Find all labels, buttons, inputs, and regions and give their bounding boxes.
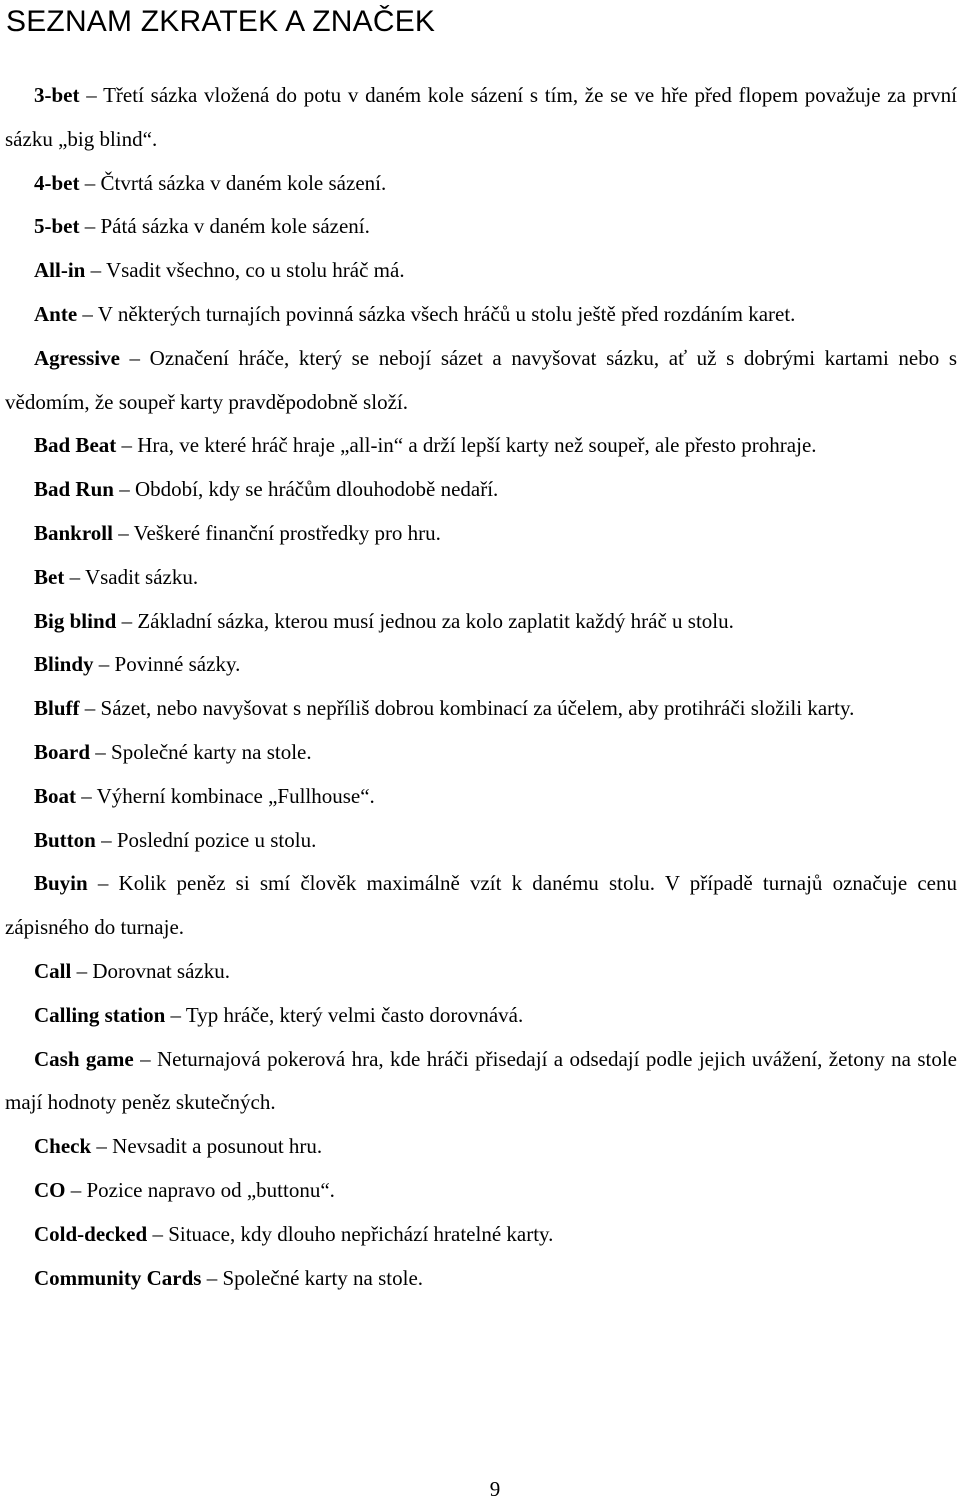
entry-term: Ante: [34, 301, 78, 326]
entry-term: Agressive: [34, 345, 120, 370]
page-title: SEZNAM ZKRATEK A ZNAČEK: [6, 5, 436, 38]
glossary-entry: [5, 556, 957, 600]
entry-dash: –: [84, 214, 96, 239]
glossary-entry: [5, 74, 957, 162]
entry-term: Big blind: [34, 608, 117, 633]
glossary-entry: [5, 643, 957, 687]
entry-term: Blindy: [34, 652, 94, 677]
entry-definition: Sázet, nebo navyšovat s nepříliš dobrou kombinací za účelem, aby protihráči složili karty.: [100, 696, 855, 721]
glossary-entry: [5, 600, 957, 644]
entry-term: Button: [34, 827, 96, 852]
entry-definition: Třetí sázka vložená do potu v daném kole sázení s tím, že se ve hře před flopem považuje za první sázku „big blind“.: [5, 83, 958, 151]
entry-definition: Veškeré finanční prostředky pro hru.: [133, 520, 441, 545]
entry-term: All-in: [34, 258, 86, 283]
entry-dash: –: [140, 1046, 151, 1071]
entry-dash: –: [96, 1134, 107, 1159]
glossary-entry: [5, 819, 957, 863]
entry-dash: –: [129, 345, 141, 370]
glossary-entry: [5, 293, 957, 337]
entry-definition: Nevsadit a posunout hru.: [112, 1134, 323, 1159]
entry-term: Bankroll: [34, 520, 113, 545]
entry-definition: Vsadit všechno, co u stolu hráč má.: [105, 258, 405, 283]
entry-definition: Čtvrtá sázka v daném kole sázení.: [100, 170, 387, 195]
entry-term: 4-bet: [34, 170, 80, 195]
entry-term: Bet: [34, 564, 65, 589]
entry-definition: Situace, kdy dlouho nepřichází hratelné karty.: [168, 1221, 554, 1246]
entry-dash: –: [97, 871, 109, 896]
glossary-entry: [5, 512, 957, 556]
entry-definition: Společné karty na stole.: [222, 1265, 424, 1290]
entry-dash: –: [84, 696, 96, 721]
entry-definition: Povinné sázky.: [114, 652, 241, 677]
entry-definition: Dorovnat sázku.: [92, 958, 230, 983]
entry-definition: Hra, ve které hráč hraje „all-in“ a drží lepší karty než soupeř, ale přesto prohraje.: [137, 433, 817, 458]
glossary-entry: [5, 950, 957, 994]
glossary-entry: [5, 1125, 957, 1169]
entry-definition: Označení hráče, který se nebojí sázet a navyšovat sázku, ať už s dobrými kartami nebo s vědomím, že soupeř karty pravděpodobně složí.: [5, 345, 957, 414]
entry-dash: –: [69, 564, 81, 589]
glossary-entry: [5, 994, 957, 1038]
entry-definition: Společné karty na stole.: [111, 739, 312, 764]
entry-dash: –: [84, 170, 96, 195]
glossary-entry: [5, 249, 957, 293]
entry-term: Board: [34, 739, 91, 764]
entry-term: Boat: [34, 783, 76, 808]
entry-definition: Neturnajová pokerová hra, kde hráči přisedají a odsedají podle jejich uvážení, žetony na stole mají hodnoty peněz skutečných.: [5, 1046, 957, 1115]
glossary-entry: [5, 862, 957, 950]
entry-term: 5-bet: [34, 214, 80, 239]
entry-term: Calling station: [34, 1002, 166, 1027]
entry-dash: –: [98, 652, 110, 677]
entry-dash: –: [86, 83, 97, 107]
entry-definition: Základní sázka, kterou musí jednou za kolo zaplatit každý hráč u stolu.: [137, 608, 734, 633]
entry-dash: –: [76, 958, 88, 983]
entry-dash: –: [95, 739, 106, 764]
glossary-entry: [5, 162, 957, 206]
glossary-entry: [5, 1038, 957, 1126]
entry-dash: –: [206, 1265, 218, 1290]
glossary-entry: [5, 1169, 957, 1213]
glossary-entry: [5, 205, 957, 249]
glossary-list: [5, 74, 957, 1300]
entry-definition: Pátá sázka v daném kole sázení.: [100, 214, 370, 239]
entry-dash: –: [121, 433, 133, 458]
entry-dash: –: [170, 1002, 182, 1027]
entry-definition: Období, kdy se hráčům dlouhodobě nedaří.: [134, 477, 499, 502]
page-number: 9: [489, 1477, 501, 1501]
entry-term: Bluff: [34, 696, 80, 721]
glossary-entry: [5, 775, 957, 819]
entry-definition: V některých turnajích povinná sázka všech hráčů u stolu ještě před rozdáním karet.: [97, 301, 796, 326]
entry-dash: –: [82, 301, 93, 326]
entry-term: Cash game: [34, 1046, 134, 1071]
entry-term: Check: [34, 1134, 92, 1159]
entry-definition: Vsadit sázku.: [84, 564, 199, 589]
entry-term: Call: [34, 958, 72, 983]
glossary-entry: [5, 337, 957, 425]
entry-dash: –: [101, 827, 112, 852]
entry-term: Bad Beat: [34, 433, 117, 458]
glossary-entry: [5, 424, 957, 468]
entry-term: Bad Run: [34, 477, 114, 502]
glossary-entry: [5, 1257, 957, 1301]
entry-term: Community Cards: [34, 1265, 202, 1290]
glossary-entry: [5, 687, 957, 731]
entry-term: CO: [34, 1177, 66, 1202]
entry-dash: –: [118, 520, 129, 545]
entry-definition: Poslední pozice u stolu.: [116, 827, 317, 852]
glossary-entry: [5, 1213, 957, 1257]
entry-term: Cold-decked: [34, 1221, 148, 1246]
glossary-entry: [5, 468, 957, 512]
entry-definition: Typ hráče, který velmi často dorovnává.: [185, 1002, 524, 1027]
entry-dash: –: [152, 1221, 163, 1246]
entry-dash: –: [119, 477, 130, 502]
entry-term: 3-bet: [34, 83, 80, 107]
entry-dash: –: [90, 258, 102, 283]
entry-definition: Výherní kombinace „Fullhouse“.: [96, 783, 375, 808]
entry-dash: –: [81, 783, 92, 808]
entry-definition: Kolik peněz si smí člověk maximálně vzít k danému stolu. V případě turnajů označuje cenu zápisného do turnaje.: [5, 871, 957, 940]
entry-term: Buyin: [34, 871, 88, 896]
entry-dash: –: [121, 608, 133, 633]
entry-dash: –: [70, 1177, 82, 1202]
entry-definition: Pozice napravo od „buttonu“.: [86, 1177, 335, 1202]
glossary-entry: [5, 731, 957, 775]
